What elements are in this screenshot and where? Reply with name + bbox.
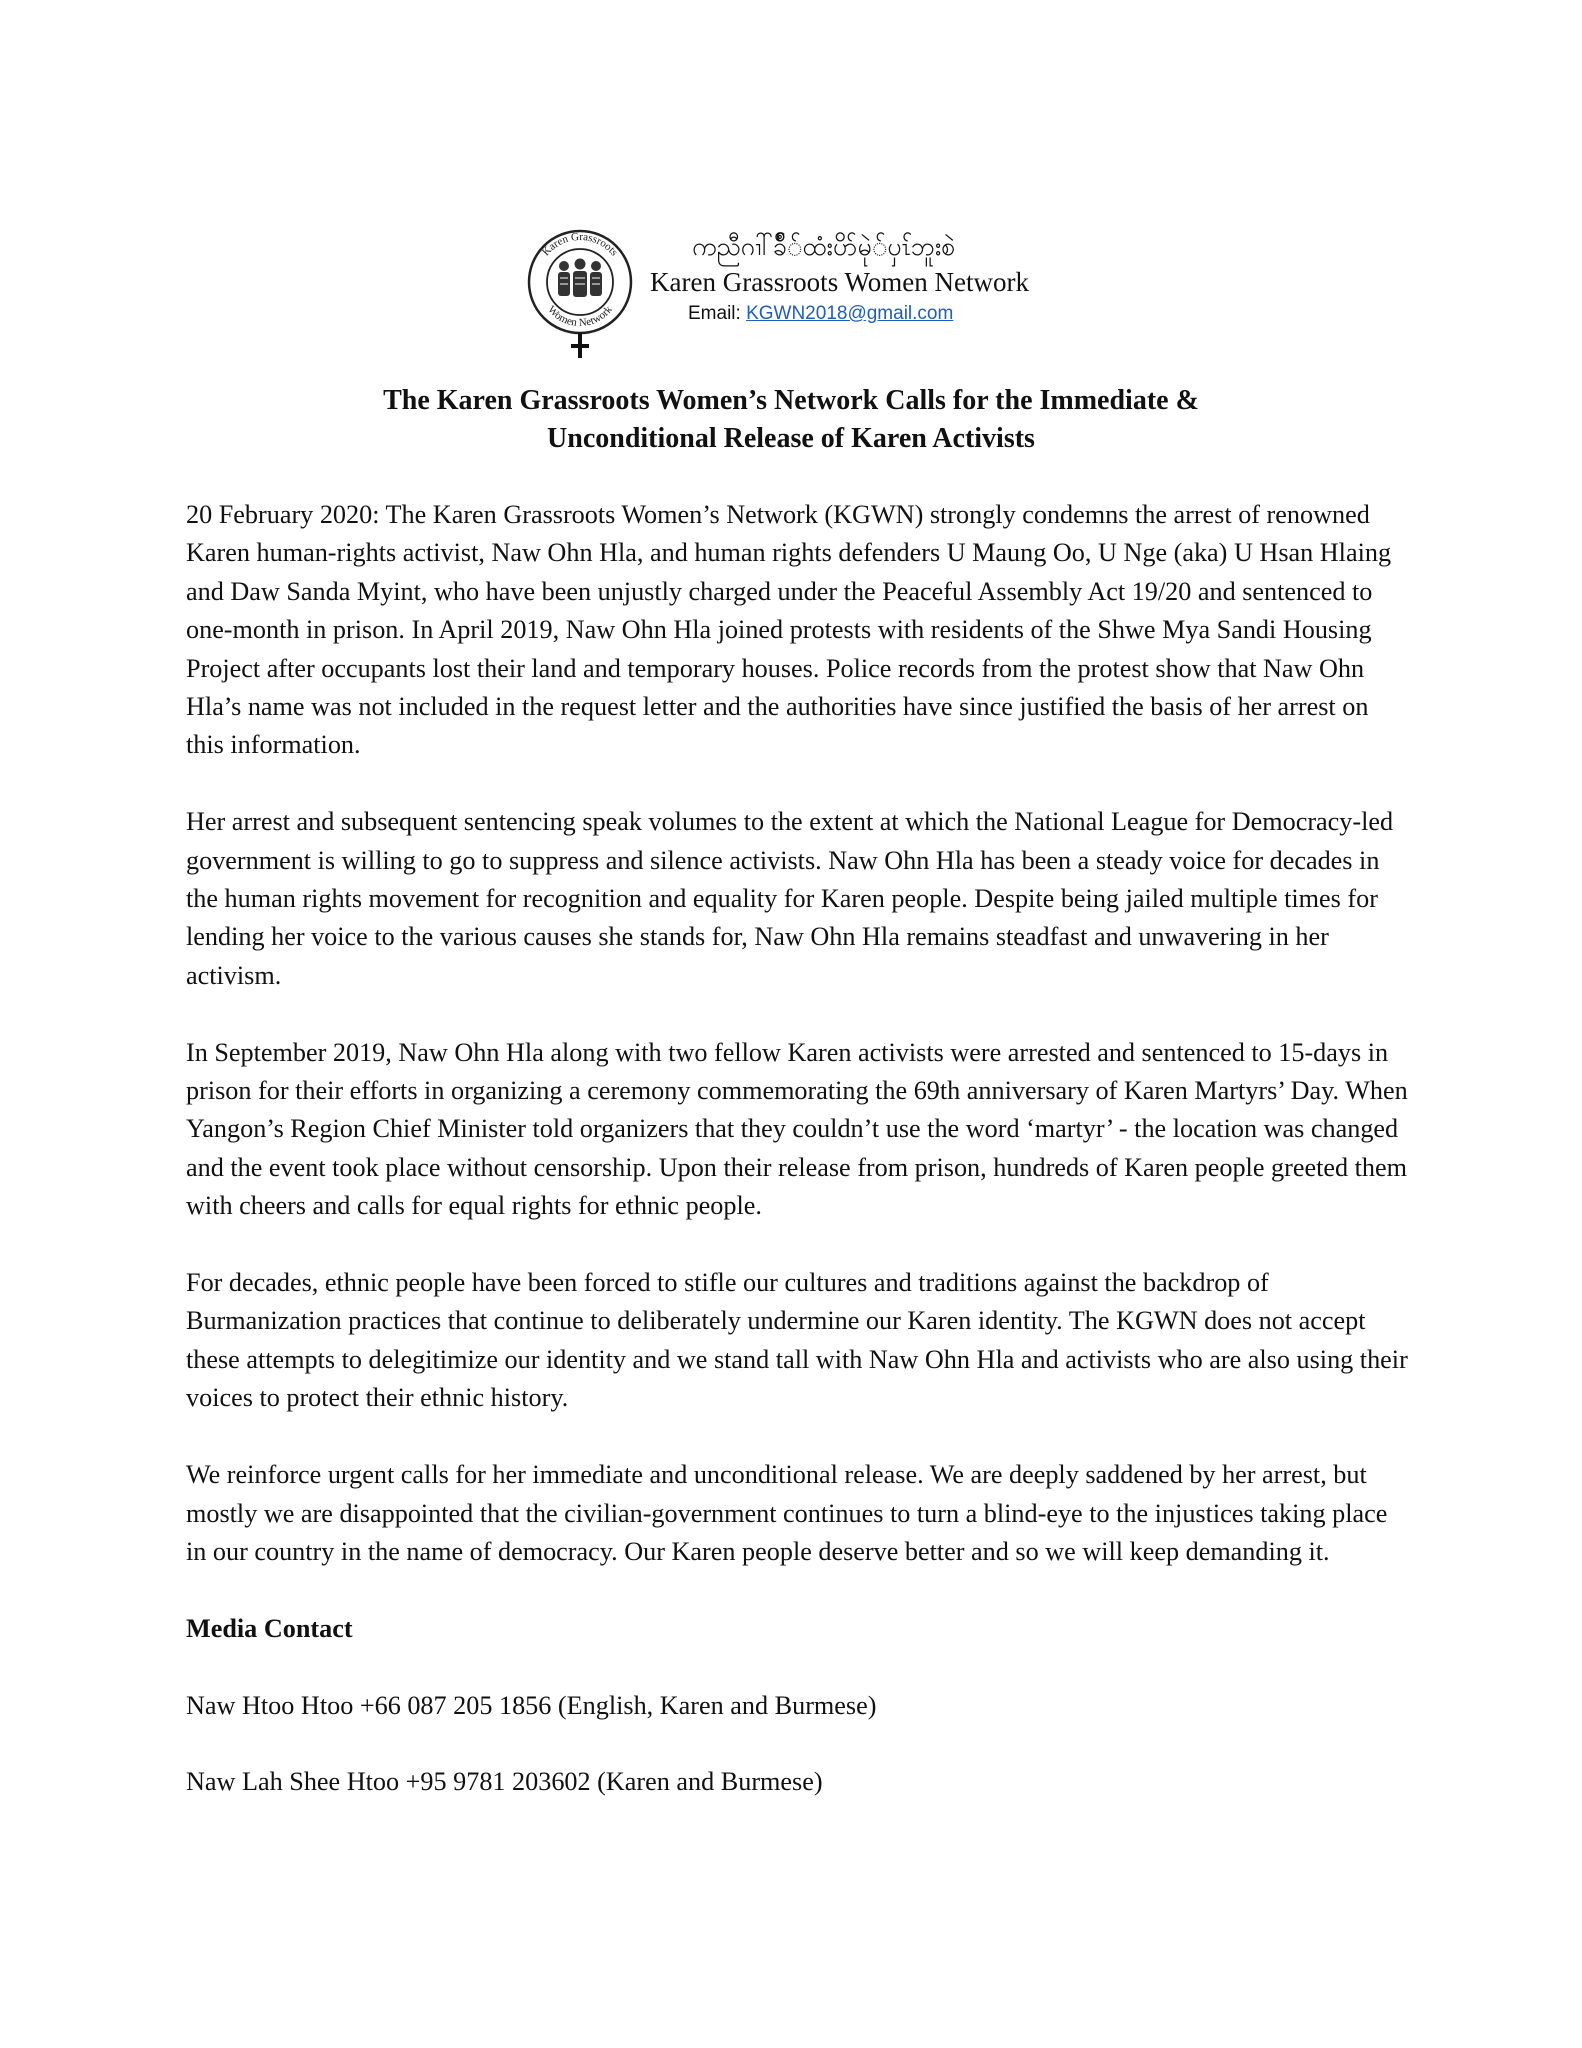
media-contact-section (186, 1610, 1411, 1802)
email-label: Email: (688, 303, 747, 324)
letterhead (524, 222, 1044, 352)
title-line-1: The Karen Grassroots Women’s Network Calls for the Immediate & (383, 385, 1199, 416)
email-link[interactable]: KGWN2018@gmail.com (746, 303, 954, 324)
press-release-body (186, 496, 1411, 1840)
svg-text:Women Network: Women Network (545, 303, 615, 330)
media-contact-heading: Media Contact (186, 1613, 353, 1643)
org-name-burmese: ကညီဂၢါ်ခ်ိဳ်ထံးပိာ်မုဲ်ပှၤ်ဘူးစဲ (692, 232, 956, 261)
paragraph-4: For decades, ethnic people have been forced to stifle our cultures and traditions against the backdrop of Burmanization practices that continue to deliberately undermine our Karen identity. The KGWN does not accept these attempts to delegitimize our identity and we stand tall with Naw Ohn Hla and activists who are also using their voices to protect their ethnic history. (186, 1268, 1408, 1413)
paragraph-5: We reinforce urgent calls for her immediate and unconditional release. We are deeply saddened by her arrest, but mostly we are disappointed that the civilian-government continues to turn a blind-eye to the injustices taking place in our country in the name of democracy. Our Karen people deserve better and so we will keep demanding it. (186, 1460, 1388, 1566)
paragraph-1: 20 February 2020: The Karen Grassroots Women’s Network (KGWN) strongly condemns the arrest of renowned Karen human-rights activist, Naw Ohn Hla, and human rights defenders U Maung Oo, U Nge (aka) U Hsan Hlaing and Daw Sanda Myint, who have been unjustly charged under the Peaceful Assembly Act 19/20 and sentenced to one-month in prison. In April 2019, Naw Ohn Hla joined protests with residents of the Shwe Mya Sandi Housing Project after occupants lost their land and temporary houses. Police records from the protest show that Naw Ohn Hla’s name was not included in the request letter and the authorities have since justified the basis of her arrest on this information. (186, 500, 1392, 760)
kgwn-seal-logo (524, 226, 640, 362)
org-identity (650, 230, 1050, 328)
title-line-2: Unconditional Release of Karen Activists (547, 423, 1035, 454)
contact-line-1: Naw Htoo Htoo +66 087 205 1856 (English, Karen and Burmese) (186, 1690, 877, 1720)
contact-line-2: Naw Lah Shee Htoo +95 9781 203602 (Karen and Burmese) (186, 1767, 823, 1797)
press-release-title (180, 382, 1402, 458)
paragraph-2: Her arrest and subsequent sentencing speak volumes to the extent at which the National League for Democracy-led government is willing to go to suppress and silence activists. Naw Ohn Hla has been a steady voice for decades in the human rights movement for recognition and equality for Karen people. Despite being jailed multiple times for lending her voice to the various causes she stands for, Naw Ohn Hla remains steadfast and unwavering in her activism. (186, 807, 1394, 990)
svg-text:Karen Grassroots: Karen Grassroots (539, 230, 621, 259)
paragraph-3: In September 2019, Naw Ohn Hla along with two fellow Karen activists were arrested and sentenced to 15-days in prison for their efforts in organizing a ceremony commemorating the 69th anniversary of Karen Martyrs’ Day. When Yangon’s Region Chief Minister told organizers that they couldn’t use the word ‘martyr’ - the location was changed and the event took place without censorship. Upon their release from prison, hundreds of Karen people greeted them with cheers and calls for equal rights for ethnic people. (186, 1037, 1408, 1221)
org-name-english: Karen Grassroots Women Network (650, 267, 1029, 297)
org-email (688, 300, 1050, 328)
